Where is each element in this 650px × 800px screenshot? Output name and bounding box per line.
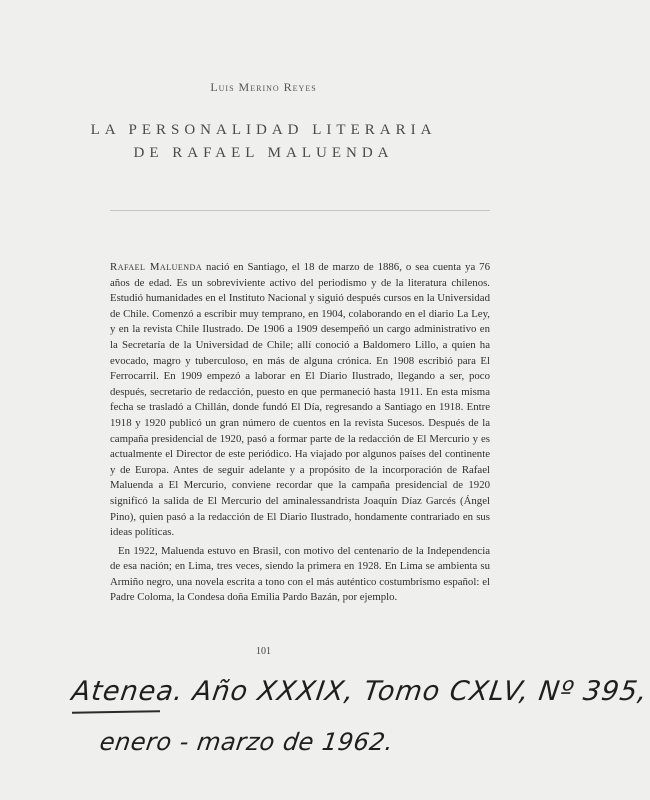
title-divider — [110, 210, 490, 211]
article-body — [110, 260, 490, 606]
title-line-2: DE RAFAEL MALUENDA — [133, 145, 394, 161]
handwritten-citation-line-1: Atenea. Año XXXIX, Tomo CXLV, Nº 395, — [69, 676, 650, 707]
article-title — [0, 119, 527, 165]
author-name: Luis Merino Reyes — [210, 80, 317, 94]
paragraph-2: En 1922, Maluenda estuvo en Brasil, con motivo del centenario de la Independencia de esa nación; en Lima, tres veces, siendo la primera en 1928. En Lima se ambienta su Armiño negro, una novela escrita a tono con el más auténtico costumbrismo español: el Padre Coloma, la Condesa doña Emilia Pardo Bazán, por ejemplo. — [110, 544, 490, 604]
handwritten-citation-line-2: enero - marzo de 1962. — [98, 728, 396, 756]
lead-name: Rafael Maluenda — [110, 261, 203, 273]
paragraph-1-text: nació en Santiago, el 18 de marzo de 1886, o sea cuenta ya 76 años de edad. Es un sobreviviente activo del periodismo y de la literatura chilenos. Estudió humanidades en el Instituto Nacional y siguió después cursos en la Universidad de Chile. Comenzó a escribir muy temprano, en 1904, colaborando en el diario La Ley, y en la revista Chile Ilustrado. De 1906 a 1909 desempeñó un cargo administrativo en la Secretaría de la Universidad de Chile; allí conoció a Baldomero Lillo, a quien ha evocado, magro y tuberculoso, en más de alguna crónica. En 1908 escribió para El Ferrocarril. En 1909 empezó a laborar en El Diario Ilustrado, llegando a ser, poco después, secretario de redacción, puesto en que permaneció hasta 1911. En esta misma fecha se trasladó a Chillán, donde fundó El Día, regresando a Santiago en 1918. Entre 1918 y 1920 publicó un gran número de cuentos en la revista Sucesos. Después de la campaña presidencial de 1920, pasó a formar parte de la redacción de El Mercurio y es actualmente el Director de este periódico. Ha viajado por algunos países del continente y de Europa. Antes de seguir adelante y a propósito de la incorporación de Rafael Maluenda a El Mercurio, conviene recordar que la campaña presidencial de 1920 significó la salida de El Mercurio del aminalessandrista Joaquín Díaz Garcés (Ángel Pino), quien pasó a la redacción de El Diario Ilustrado, hondamente contrariado en sus ideas políticas. — [110, 261, 490, 539]
title-line-1: LA PERSONALIDAD LITERARIA — [90, 122, 437, 138]
handwriting-underline — [72, 710, 160, 714]
page-number: 101 — [256, 646, 271, 657]
paragraph-1 — [110, 260, 490, 541]
